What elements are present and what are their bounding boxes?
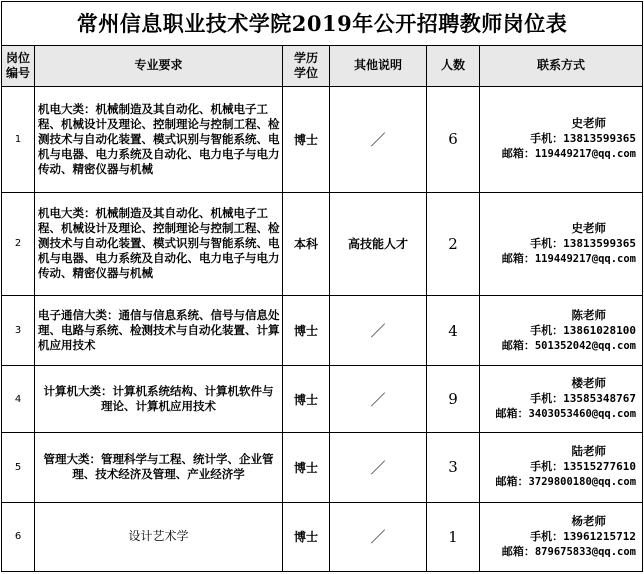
degree: 博士: [283, 502, 330, 571]
phone-number: 13813599365: [563, 236, 637, 250]
post-number: 6: [2, 502, 35, 571]
other-note: ／: [330, 87, 427, 192]
headcount: 9: [427, 366, 480, 433]
degree: 博士: [283, 433, 330, 503]
contact-info: [480, 366, 643, 433]
other-note: ／: [330, 296, 427, 366]
title-row: [2, 2, 643, 46]
phone-number: 13813599365: [563, 132, 637, 146]
header-major: 专业要求: [35, 45, 283, 87]
phone-label: 手机：: [530, 392, 564, 406]
major-requirement: 机电大类：机械制造及其自动化、机械电子工程、机械设计及理论、控制理论与控制工程、检测技术与自动化装置、模式识别与智能系统、电机与电器、电力系统及自动化、电力电子与电力传动、精密仪器与机械: [35, 192, 283, 295]
phone-label: 手机：: [530, 323, 564, 337]
other-note: ／: [330, 502, 427, 571]
major-requirement: 电子通信大类：通信与信息系统、信号与信息处理、电路与系统、检测技术与自动化装置、计算机应用技术: [35, 296, 283, 366]
table-row: [2, 433, 643, 503]
other-note: ／: [330, 433, 427, 503]
phone-label: 手机：: [530, 460, 564, 474]
mail-label: 邮箱：: [501, 147, 535, 161]
post-number: 4: [2, 366, 35, 433]
table-row: [2, 366, 643, 433]
headcount: 3: [427, 433, 480, 503]
degree: 博士: [283, 296, 330, 366]
phone-label: 手机：: [530, 132, 564, 146]
header-count: 人数: [427, 45, 480, 87]
post-number: 5: [2, 433, 35, 503]
contact-name: 杨老师: [571, 513, 607, 528]
mail-label: 邮箱：: [495, 407, 529, 421]
email-address: 119449217@qq.com: [534, 252, 637, 265]
contact-name: 楼老师: [571, 376, 607, 391]
mail-label: 邮箱：: [501, 544, 535, 558]
major-requirement: 计算机大类：计算机系统结构、计算机软件与理论、计算机应用技术: [35, 366, 283, 433]
mail-label: 邮箱：: [501, 251, 535, 265]
phone-number: 13585348767: [563, 392, 637, 406]
phone-number: 13515277610: [563, 460, 637, 474]
other-note: ／: [330, 366, 427, 433]
other-note: 高技能人才: [330, 192, 427, 295]
phone-number: 13861028100: [563, 323, 637, 337]
contact-name: 陈老师: [571, 307, 607, 322]
degree: 博士: [283, 366, 330, 433]
header-contact: 联系方式: [480, 45, 643, 87]
headcount: 2: [427, 192, 480, 295]
email-address: 119449217@qq.com: [534, 148, 637, 161]
header-post-no: 岗位 编号: [2, 45, 35, 87]
email-address: 501352042@qq.com: [534, 339, 637, 352]
contact-info: [480, 87, 643, 192]
contact-name: 陆老师: [571, 444, 607, 459]
contact-name: 史老师: [571, 116, 607, 131]
table-title: 常州信息职业技术学院2019年公开招聘教师岗位表: [2, 2, 643, 46]
phone-number: 13961215712: [563, 529, 637, 543]
header-other: 其他说明: [330, 45, 427, 87]
post-number: 3: [2, 296, 35, 366]
email-address: 879675833@qq.com: [534, 545, 637, 558]
email-address: 3403053460@qq.com: [528, 408, 637, 421]
degree: 博士: [283, 87, 330, 192]
header-degree: 学历 学位: [283, 45, 330, 87]
contact-info: [480, 433, 643, 503]
phone-label: 手机：: [530, 236, 564, 250]
degree: 本科: [283, 192, 330, 295]
header-row: [2, 45, 643, 87]
contact-name: 史老师: [571, 220, 607, 235]
major-requirement: 机电大类：机械制造及其自动化、机械电子工程、机械设计及理论、控制理论与控制工程、检测技术与自动化装置、模式识别与智能系统、电机与电器、电力系统及自动化、电力电子与电力传动、精密仪器与机械: [35, 87, 283, 192]
headcount: 1: [427, 502, 480, 571]
contact-info: [480, 296, 643, 366]
post-number: 2: [2, 192, 35, 295]
email-address: 3729800180@qq.com: [528, 476, 637, 489]
phone-label: 手机：: [530, 529, 564, 543]
recruitment-table: [1, 1, 643, 572]
table-row: [2, 87, 643, 192]
major-requirement: 管理大类：管理科学与工程、统计学、企业管理、技术经济及管理、产业经济学: [35, 433, 283, 503]
table-row: [2, 502, 643, 571]
contact-info: [480, 192, 643, 295]
table-row: [2, 296, 643, 366]
mail-label: 邮箱：: [495, 475, 529, 489]
major-requirement: 设计艺术学: [35, 502, 283, 571]
post-number: 1: [2, 87, 35, 192]
headcount: 4: [427, 296, 480, 366]
contact-info: [480, 502, 643, 571]
headcount: 6: [427, 87, 480, 192]
table-row: [2, 192, 643, 295]
mail-label: 邮箱：: [501, 338, 535, 352]
